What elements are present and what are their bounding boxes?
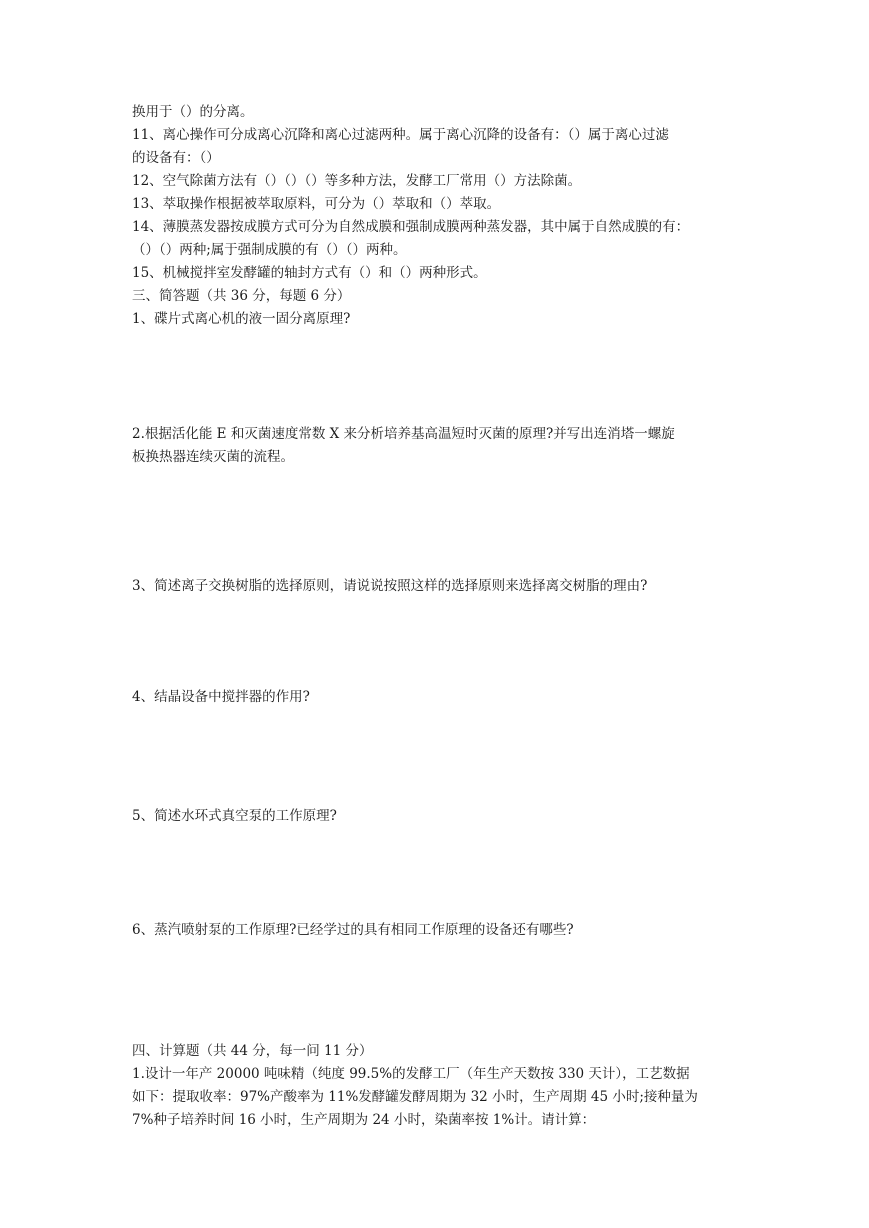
short-answer-q2-cont: 板换热器连续灭菌的流程。 <box>132 449 294 465</box>
section-3-heading: 三、简答题（共 36 分，每题 6 分） <box>132 288 351 304</box>
calc-problem-1-cont: 如下：提取收率：97%产酸率为 11%发酵罐发酵周期为 32 小时，生产周期 45 小时;接种量为 <box>132 1089 698 1105</box>
fill-blank-13: 13、萃取操作根据被萃取原料，可分为（）萃取和（）萃取。 <box>132 196 501 212</box>
short-answer-q2: 2.根据活化能 E 和灭菌速度常数 X 来分析培养基高温短时灭菌的原理?并写出连消塔一螺旋 <box>132 426 675 442</box>
short-answer-q1: 1、碟片式离心机的液一固分离原理? <box>132 311 351 327</box>
fill-blank-15: 15、机械搅拌室发酵罐的轴封方式有（）和（）两种形式。 <box>132 265 487 281</box>
fill-blank-14-cont: （）（）两种;属于强制成膜的有（）（）两种。 <box>132 242 407 258</box>
document-body <box>132 101 742 1132</box>
fill-blank-11: 11、离心操作可分成离心沉降和离心过滤两种。属于离心沉降的设备有：（）属于离心过滤 <box>132 127 669 143</box>
section-4-heading: 四、计算题（共 44 分，每一问 11 分） <box>132 1043 373 1059</box>
answer-space-q6 <box>132 942 742 1040</box>
fill-blank-11-cont: 的设备有：（） <box>132 150 220 166</box>
answer-space-q2 <box>132 469 742 575</box>
fill-blank-14: 14、薄膜蒸发器按成膜方式可分为自然成膜和强制成膜两种蒸发器，其中属于自然成膜的有： <box>132 219 690 235</box>
answer-space-q4 <box>132 709 742 805</box>
fill-blank-10-end: 换用于（）的分离。 <box>132 104 254 120</box>
calc-problem-1-cont2: 7%种子培养时间 16 小时，生产周期为 24 小时，染菌率按 1%计。请计算： <box>132 1112 596 1128</box>
calc-problem-1: 1.设计一年产 20000 吨味精（纯度 99.5%的发酵工厂（年生产天数按 330 天计），工艺数据 <box>132 1066 690 1082</box>
answer-space-q5 <box>132 828 742 919</box>
short-answer-q4: 4、结晶设备中搅拌器的作用? <box>132 689 310 705</box>
fill-blank-12: 12、空气除菌方法有（）（）（）等多种方法，发酵工厂常用（）方法除菌。 <box>132 173 582 189</box>
short-answer-q3: 3、简述离子交换树脂的选择原则，请说说按照这样的选择原则来选择离交树脂的理由? <box>132 578 648 594</box>
short-answer-q5: 5、简述水环式真空泵的工作原理? <box>132 808 337 824</box>
answer-space-q1 <box>132 331 742 423</box>
answer-space-q3 <box>132 598 742 686</box>
short-answer-q6: 6、蒸汽喷射泵的工作原理?已经学过的具有相同工作原理的设备还有哪些? <box>132 922 574 938</box>
